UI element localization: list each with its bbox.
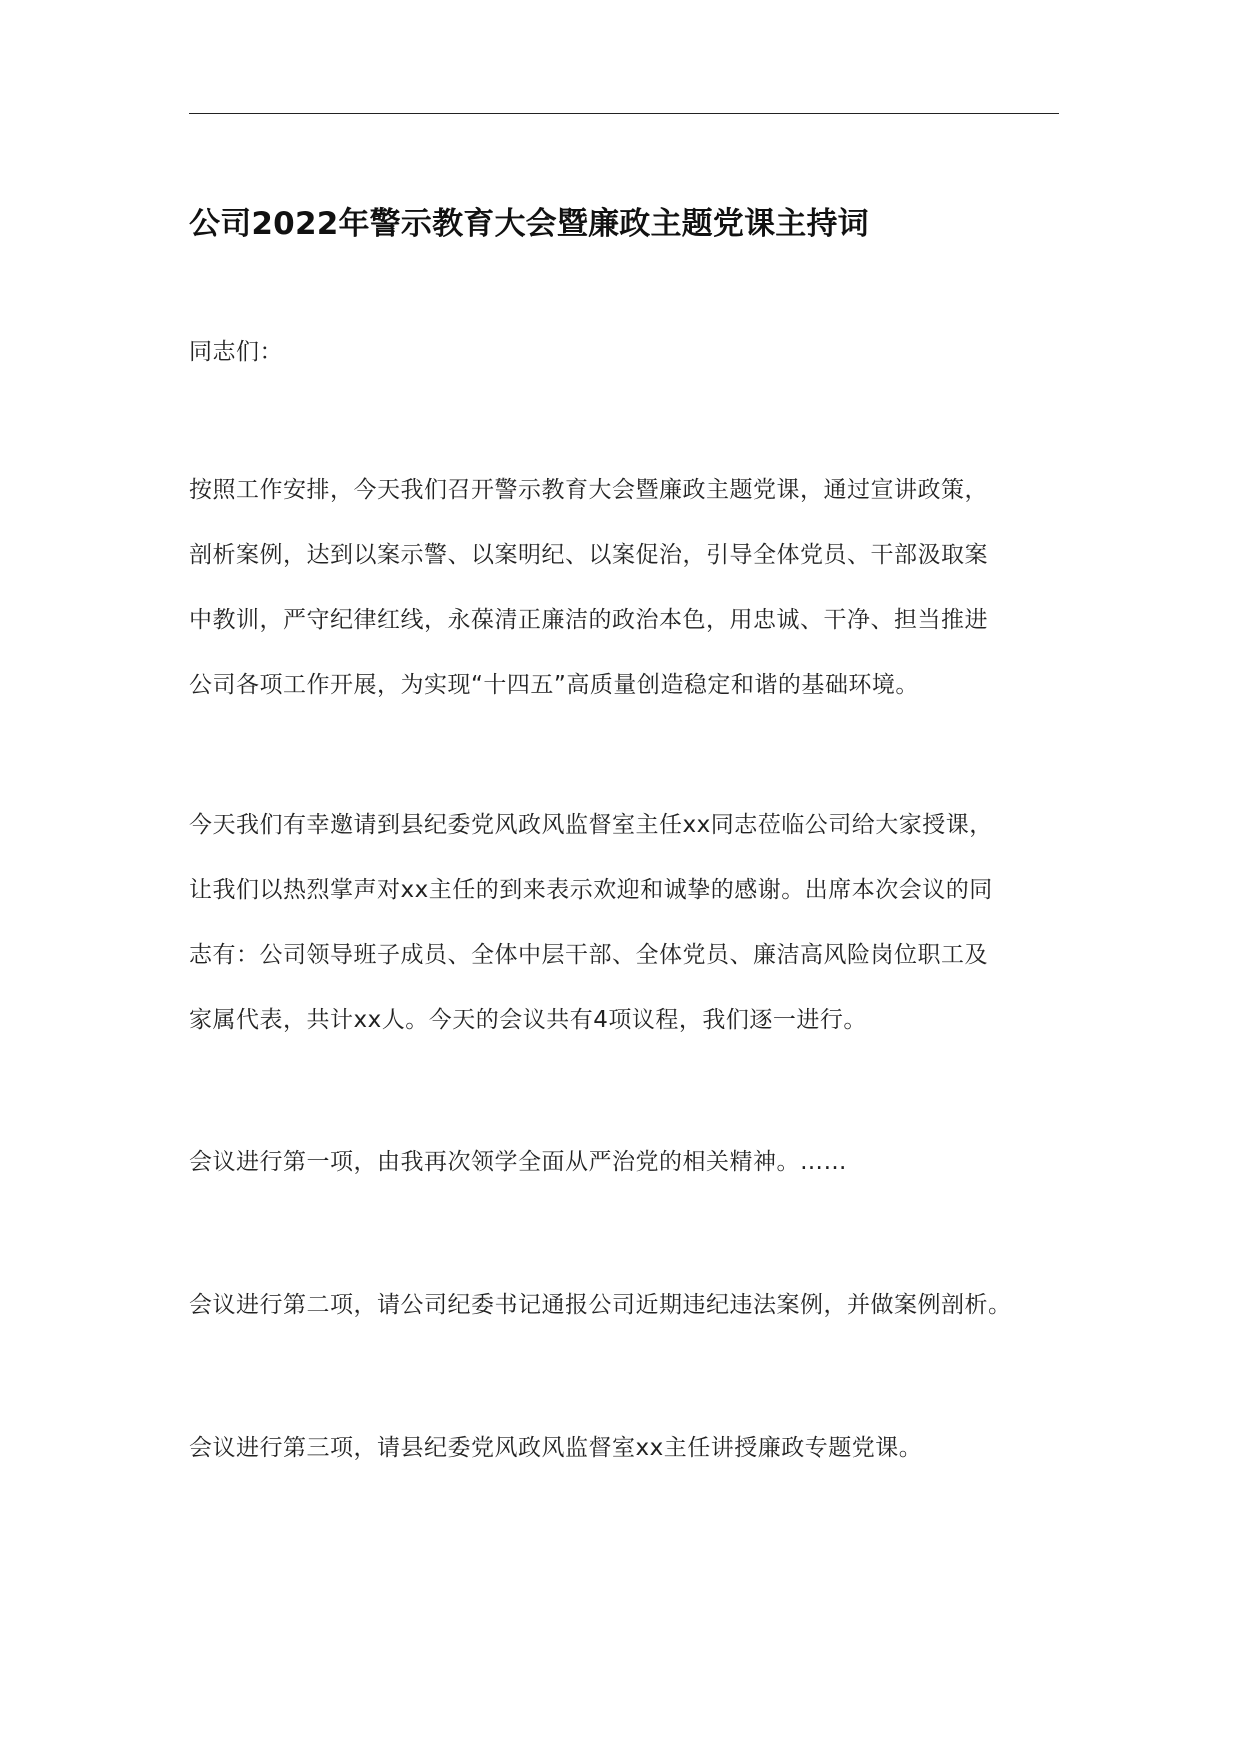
paragraph-line: 志有：公司领导班子成员、全体中层干部、全体党员、廉洁高风险岗位职工及	[189, 942, 988, 968]
paragraph-line: 中教训，严守纪律红线，永葆清正廉洁的政治本色，用忠诚、干净、担当推进	[189, 607, 988, 633]
paragraph-line: 家属代表，共计xx人。今天的会议共有4项议程，我们逐一进行。	[189, 1007, 867, 1033]
salutation: 同志们：	[189, 339, 283, 365]
paragraph-line: 今天我们有幸邀请到县纪委党风政风监督室主任xx同志莅临公司给大家授课，	[189, 812, 993, 838]
paragraph-intro	[189, 458, 1069, 718]
agenda-item-2	[189, 1273, 1069, 1338]
paragraph-line: 会议进行第一项，由我再次领学全面从严治党的相关精神。……	[189, 1149, 847, 1175]
paragraph-guests	[189, 793, 1069, 1053]
agenda-item-3	[189, 1416, 1069, 1481]
paragraph-line: 会议进行第三项，请县纪委党风政风监督室xx主任讲授廉政专题党课。	[189, 1435, 923, 1461]
paragraph-line: 公司各项工作开展，为实现“十四五”高质量创造稳定和谐的基础环境。	[189, 672, 919, 698]
paragraph-line: 剖析案例，达到以案示警、以案明纪、以案促治，引导全体党员、干部汲取案	[189, 542, 988, 568]
document-title: 公司2022年警示教育大会暨廉政主题党课主持词	[189, 206, 869, 242]
paragraph-line: 按照工作安排，今天我们召开警示教育大会暨廉政主题党课，通过宣讲政策，	[189, 477, 988, 503]
agenda-item-1	[189, 1130, 1069, 1195]
paragraph-line: 会议进行第二项，请公司纪委书记通报公司近期违纪违法案例，并做案例剖析。	[189, 1292, 1012, 1318]
header-rule	[189, 113, 1059, 114]
paragraph-line: 让我们以热烈掌声对xx主任的到来表示欢迎和诚挚的感谢。出席本次会议的同	[189, 877, 993, 903]
